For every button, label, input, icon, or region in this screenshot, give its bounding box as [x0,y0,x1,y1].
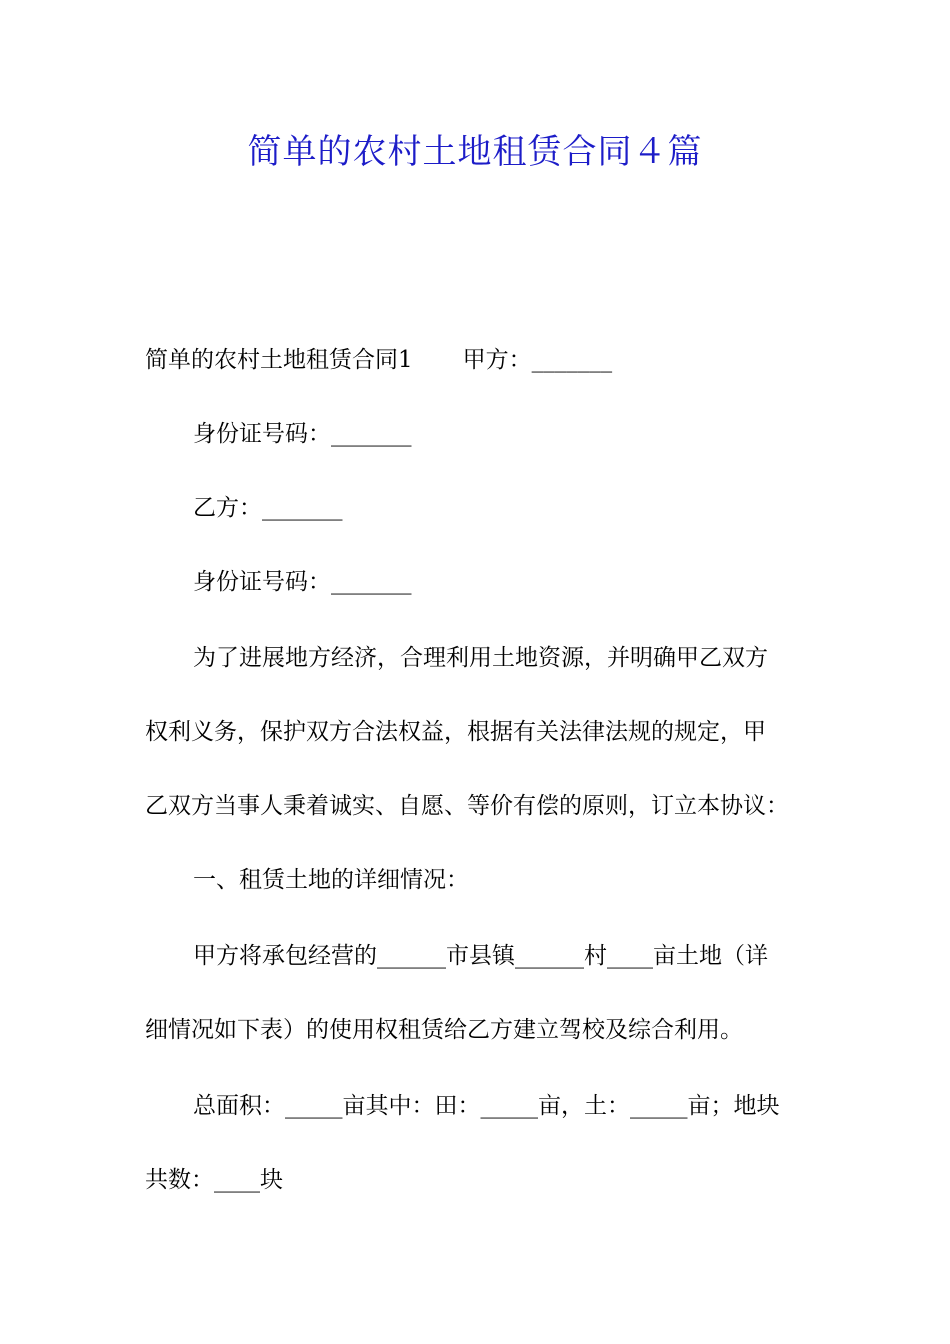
section-heading: 一、租赁土地的详细情况： [193,867,469,893]
paragraph-line: 为了进展地方经济，合理利用土地资源，并明确甲乙双方 [193,645,768,671]
heading-line [145,344,612,376]
party-a-field: 甲方：_______ [462,347,613,373]
contract-heading: 简单的农村土地租赁合同1 [145,347,413,373]
party-a-id-line: 身份证号码：_______ [193,421,412,447]
party-b-line: 乙方：_______ [193,495,343,521]
paragraph-line: 甲方将承包经营的______市县镇______村____亩土地（详 [193,943,768,969]
paragraph-line: 乙双方当事人秉着诚实、自愿、等价有偿的原则，订立本协议： [145,793,789,819]
plot-count-line: 共数：____块 [145,1167,283,1193]
document-title: 简单的农村土地租赁合同４篇 [247,132,703,172]
paragraph-line: 细情况如下表）的使用权租赁给乙方建立驾校及综合利用。 [145,1017,743,1043]
paragraph-line: 权利义务，保护双方合法权益，根据有关法律法规的规定，甲 [145,719,766,745]
area-line: 总面积：_____亩其中：田：_____亩，土：_____亩；地块 [193,1093,780,1119]
party-b-id-line: 身份证号码：_______ [193,569,412,595]
